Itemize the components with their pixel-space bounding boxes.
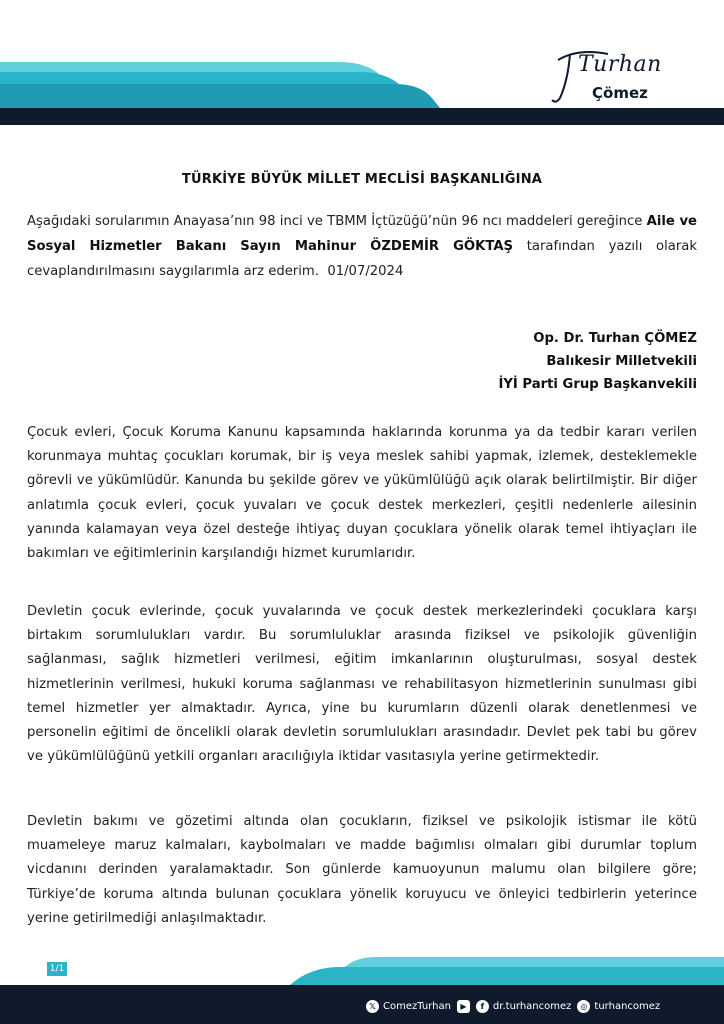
minister-name: Aile ve Sosyal Hizmetler Bakanı Sayın Mahinur ÖZDEMİR GÖKTAŞ — [27, 214, 698, 254]
intro-text-1: Aşağıdaki sorularımın Anayasa’nın 98 inci ve TBMM İçtüzüğü’nün 96 ncı maddeleri gereğince — [27, 214, 647, 229]
signature-block — [498, 327, 697, 396]
social-facebook[interactable] — [476, 1000, 571, 1013]
signature-role-2: İYİ Parti Grup Başkanvekili — [498, 377, 697, 392]
youtube-icon: ▶ — [457, 1000, 470, 1013]
body-paragraph-1: Çocuk evleri, Çocuk Koruma Kanunu kapsamında haklarında korunma ya da tedbir kararı verilen korunmaya muhtaç çocukları korumak, bir iş veya meslek sahibi yapmak, izlemek, desteklemekle görevli ve yükümlüdür. Kanunda bu şekilde görev ve yükümlülüğü açık olarak belirtilmiştir. Bir diğer anlatımla çocuk evleri, çocuk yuvaları ve çocuk destek merkezleri, çeşitli nedenlerle ailesinin yanında kalamayan veya özel desteğe ihtiyaç duyan çocuklara yönelik olarak temel ihtiyaçları ile bakımları ve eğitimlerinin karşılandığı hizmet kurumlarıdır. — [27, 425, 697, 562]
social-x[interactable] — [366, 1000, 451, 1013]
social-instagram-handle: turhancomez — [594, 1000, 661, 1012]
social-youtube[interactable] — [457, 1000, 470, 1013]
body-paragraph-3: Devletin bakımı ve gözetimi altında olan çocukların, fiziksel ve psikolojik istismar ile kötü muameleye maruz kalmaları, kaybolmaları ve madde bağımlısı olmaları gibi durumlar toplum vicdanını derinden yaralamaktadır. Son günlerde kamuoyunun malumu olan bilgilere göre; Türkiye’de koruma altında bulunan çocuklara yönelik koruyucu ve önleyici tedbirlerin yeterince yerine getirilmediği anlaşılmaktadır. — [27, 814, 697, 926]
social-x-handle: ComezTurhan — [383, 1000, 451, 1012]
facebook-icon: f — [476, 1000, 489, 1013]
signature-role-1: Balıkesir Milletvekili — [546, 354, 697, 369]
intro-text-2: tarafından yazılı olarak cevaplandırılmasını saygılarımla arz ederim. — [27, 239, 697, 279]
instagram-icon: ◎ — [577, 1000, 590, 1013]
social-links — [366, 997, 660, 1015]
logo — [548, 40, 678, 108]
page-number-badge: 1/1 — [47, 962, 67, 976]
signature-name: Op. Dr. Turhan ÇÖMEZ — [533, 331, 697, 346]
intro-paragraph — [27, 209, 697, 284]
x-icon: 𝕏 — [366, 1000, 379, 1013]
logo-name: Çömez — [592, 84, 648, 102]
intro-date: 01/07/2024 — [327, 264, 404, 279]
document-title: TÜRKİYE BÜYÜK MİLLET MECLİSİ BAŞKANLIĞINA — [181, 172, 543, 187]
social-instagram[interactable] — [577, 1000, 660, 1013]
body-paragraph-2: Devletin çocuk evlerinde, çocuk yuvalarında ve çocuk destek merkezlerindeki çocuklara karşı birtakım sorumlulukları vardır. Bu sorumluluklar arasında fiziksel ve psikolojik güvenliğin sağlanması, sağlık hizmetleri verilmesi, eğitim imkanlarının oluşturulması, sosyal destek hizmetlerinin verilmesi, hukuki koruma sağlanması ve rehabilitasyon hizmetlerinin sunulması gibi temel hizmetler yer almaktadır. Ayrıca, yine bu kurumların düzenli olarak denetlenmesi ve personelin eğitimi de öncelikli olarak devletin sorumlulukları arasındadır. Devlet pek tabi bu görev ve yükümlülüğünü yetkili organları aracılığıyla iktidar vasıtasıyla yerine getirmektedir. — [27, 604, 697, 765]
logo-script: Turhan — [578, 52, 662, 77]
social-facebook-handle: dr.turhancomez — [492, 1000, 572, 1012]
